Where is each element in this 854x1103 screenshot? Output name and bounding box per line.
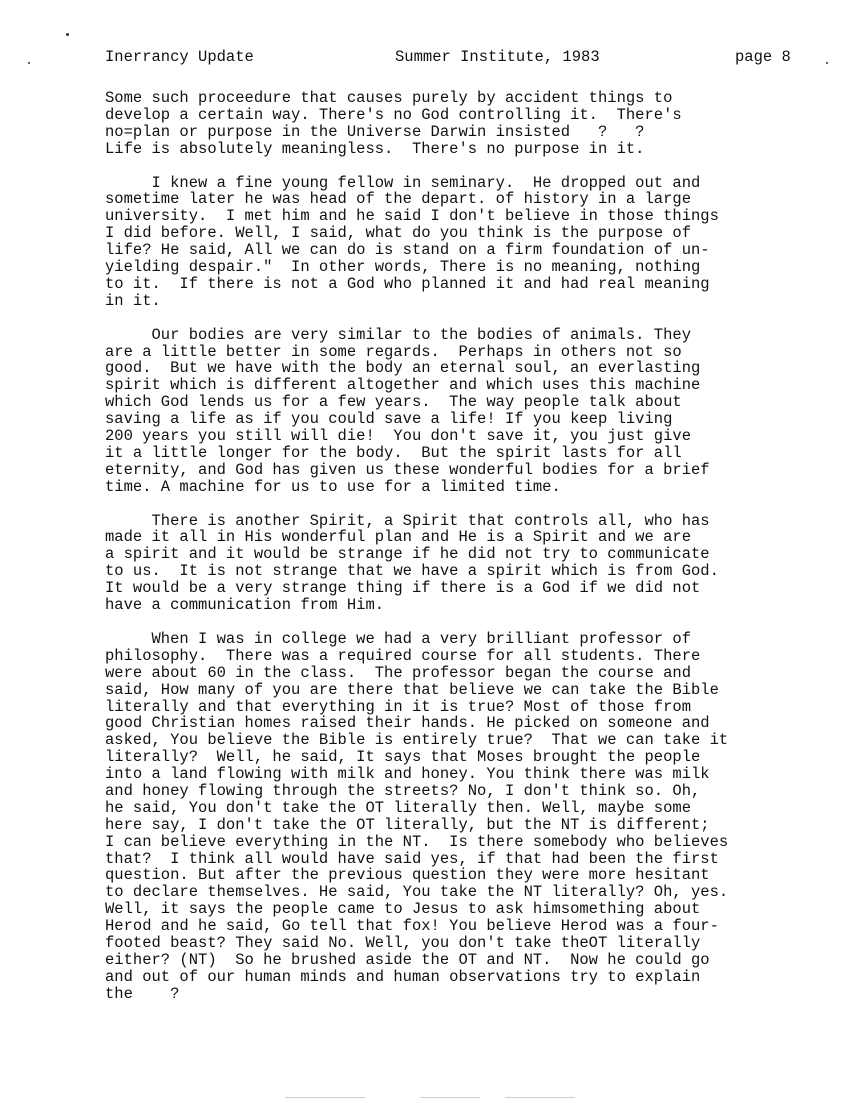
text-line: Some such proceedure that causes purely by accident things to <box>105 89 673 107</box>
scan-artifact <box>505 1097 575 1098</box>
text-line: to declare themselves. He said, You take the NT literally? Oh, yes. <box>105 883 729 902</box>
text-line: in it. <box>105 291 161 310</box>
text-line: literally and that everything in it is true? Most of those from <box>105 697 691 716</box>
header-title: Inerrancy Update <box>105 48 254 66</box>
text-line: said, How many of you are there that believe we can take the Bible <box>105 680 719 699</box>
text-line: eternity, and God has given us these wonderful bodies for a brief <box>105 460 710 479</box>
text-line: university. I met him and he said I don't believe in those things <box>105 207 719 226</box>
text-line: I knew a fine young fellow in seminary. He dropped out and <box>105 173 701 192</box>
text-line: it a little longer for the body. But the spirit lasts for all <box>105 443 682 462</box>
text-line: and out of our human minds and human observations try to explain <box>105 967 701 986</box>
text-line: When I was in college we had a very brilliant professor of <box>105 629 691 648</box>
text-line: sometime later he was head of the depart. of history in a large <box>105 190 691 209</box>
header-event: Summer Institute, 1983 <box>395 48 600 66</box>
text-line: yielding despair." In other words, There is no meaning, nothing <box>105 258 701 277</box>
text-line: footed beast? They said No. Well, you don't take theOT literally <box>105 933 701 952</box>
text-line: time. A machine for us to use for a limited time. <box>105 477 561 496</box>
scan-artifact <box>420 1097 480 1098</box>
text-line: 200 years you still will die! You don't save it, you just give <box>105 427 691 446</box>
text-line: It would be a very strange thing if there is a God if we did not <box>105 579 701 598</box>
text-line: to it. If there is not a God who planned it and had real meaning <box>105 274 710 293</box>
text-line: Our bodies are very similar to the bodies of animals. They <box>105 325 691 344</box>
paragraph <box>105 175 805 310</box>
text-line: were about 60 in the class. The professor began the course and <box>105 663 691 682</box>
text-line: There is another Spirit, a Spirit that controls all, who has <box>105 511 710 530</box>
document-body <box>105 90 805 1020</box>
text-line: he said, You don't take the OT literally then. Well, maybe some <box>105 798 691 817</box>
text-line: no=plan or purpose in the Universe Darwin insisted ? ? <box>105 122 645 141</box>
text-line: question. But after the previous question they were more hesitant <box>105 866 710 885</box>
text-line: literally? Well, he said, It says that Moses brought the people <box>105 748 701 767</box>
text-line: good. But we have with the body an eternal soul, an everlasting <box>105 359 701 378</box>
text-line: asked, You believe the Bible is entirely true? That we can take it <box>105 731 729 750</box>
text-line: which God lends us for a few years. The way people talk about <box>105 393 682 412</box>
text-line: spirit which is different altogether and which uses this machine <box>105 376 701 395</box>
header-page-number: page 8 <box>735 48 791 66</box>
text-line: that? I think all would have said yes, if that had been the first <box>105 849 719 868</box>
page-header <box>105 47 805 69</box>
text-line: saving a life as if you could save a life! If you keep living <box>105 410 673 429</box>
text-line: Well, it says the people came to Jesus to ask himsomething about <box>105 900 701 919</box>
text-line: develop a certain way. There's no God controlling it. There's <box>105 105 682 124</box>
scan-speck <box>66 33 69 36</box>
text-line: here say, I don't take the OT literally, but the NT is different; <box>105 815 710 834</box>
text-line: good Christian homes raised their hands. He picked on someone and <box>105 714 710 733</box>
text-line: have a communication from Him. <box>105 596 385 615</box>
paragraph <box>105 631 805 1003</box>
text-line: Herod and he said, Go tell that fox! You believe Herod was a four- <box>105 917 719 936</box>
paragraph <box>105 90 805 158</box>
scan-artifact <box>285 1097 365 1098</box>
text-line: I can believe everything in the NT. Is there somebody who believes <box>105 832 729 851</box>
text-line: Life is absolutely meaningless. There's no purpose in it. <box>105 139 645 158</box>
text-line: I did before. Well, I said, what do you think is the purpose of <box>105 224 691 243</box>
paragraph <box>105 327 805 496</box>
text-line: into a land flowing with milk and honey. You think there was milk <box>105 765 710 784</box>
text-line: are a little better in some regards. Perhaps in others not so <box>105 342 682 361</box>
text-line: the ? <box>105 984 180 1003</box>
text-line: made it all in His wonderful plan and He is a Spirit and we are <box>105 528 691 547</box>
text-line: either? (NT) So he brushed aside the OT and NT. Now he could go <box>105 950 710 969</box>
scan-speck <box>28 62 30 64</box>
text-line: philosophy. There was a required course for all students. There <box>105 646 701 665</box>
text-line: to us. It is not strange that we have a spirit which is from God. <box>105 562 719 581</box>
scan-speck <box>826 62 828 64</box>
paragraph <box>105 513 805 614</box>
text-line: a spirit and it would be strange if he did not try to communicate <box>105 545 710 564</box>
text-line: and honey flowing through the streets? No, I don't think so. Oh, <box>105 781 701 800</box>
text-line: life? He said, All we can do is stand on a firm foundation of un- <box>105 241 710 260</box>
